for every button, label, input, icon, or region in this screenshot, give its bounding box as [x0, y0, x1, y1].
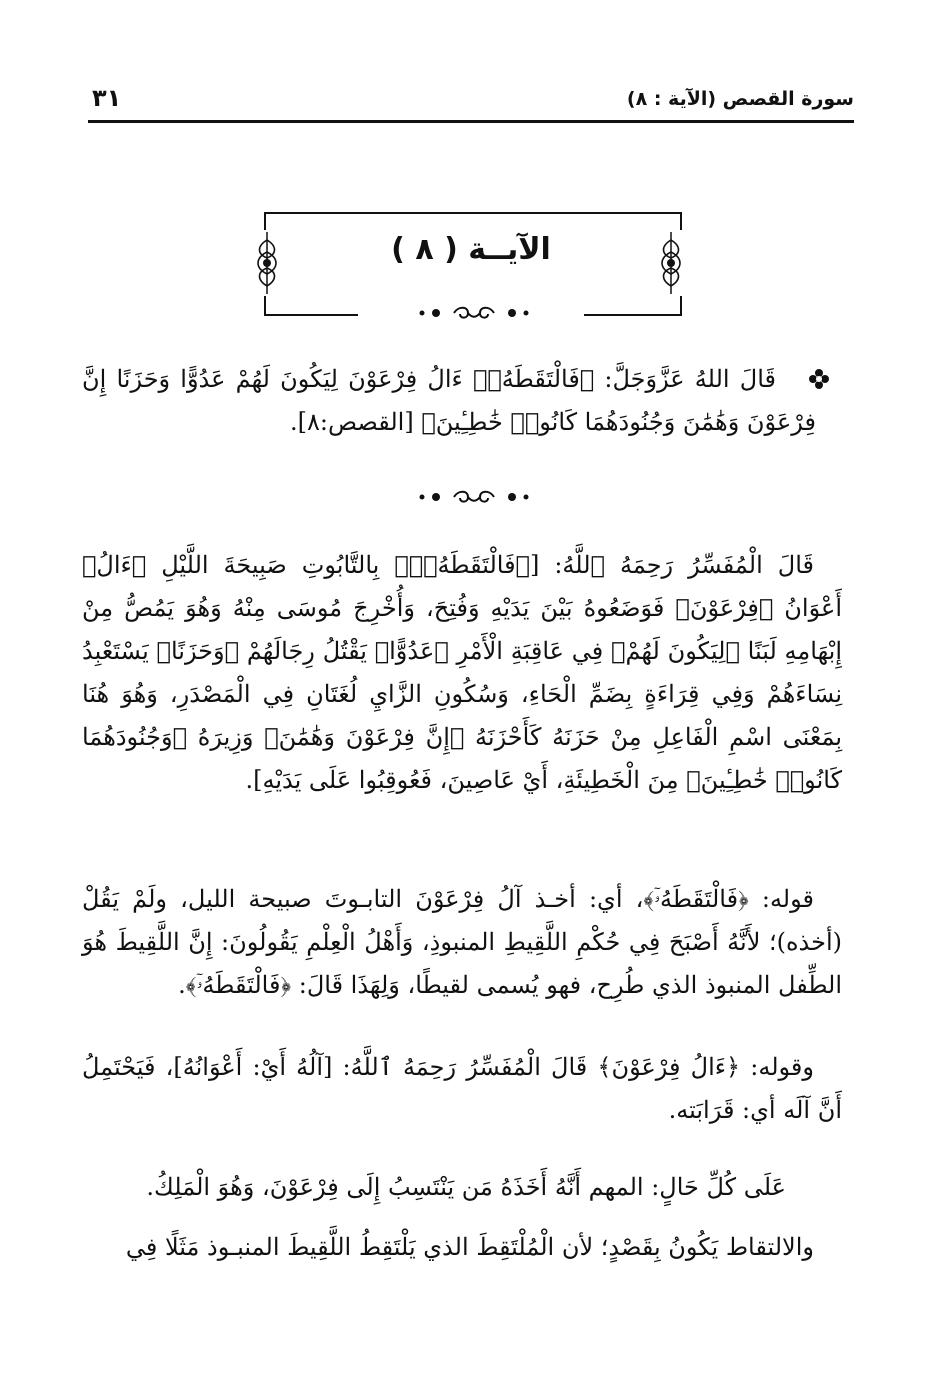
- knot-ornament-icon: [656, 232, 686, 294]
- knot-ornament-icon: [252, 232, 282, 294]
- verse-text: قَالَ اللهُ عَزَّوَجَلَّ: ﴿فَالْتَقَطَهُۥٓ ءَالُ فِرْعَوْنَ لِيَكُونَ لَهُمْ عَدُوًّا وَحَزَنًا إِنَّ فِرْعَوْنَ وَهَٰمَٰنَ وَجُنُودَهُمَا كَانُوا۟ خَٰطِـِٔينَ﴾ [القصص:٨].: [82, 365, 816, 436]
- commentary-paragraph: قَالَ الْمُفَسِّرُ رَحِمَهُ ٱللَّهُ: [﴿فَالْتَقَطَهُۥٓ﴾ بِالتَّابُوتِ صَبِيحَةَ اللَّيْلِ ﴿ءَالُ﴾ أَعْوَانُ ﴿فِرْعَوْنَ﴾ فَوَضَعُوهُ بَيْنَ يَدَيْهِ وَفُتِحَ، وَأُخْرِجَ مُوسَى مِنْهُ وَهُوَ يَمُصُّ مِنْ إِبْهَامِهِ لَبَنًا ﴿لِيَكُونَ لَهُمْ﴾ فِي عَاقِبَةِ الْأَمْرِ ﴿عَدُوًّا﴾ يَقْتُلُ رِجَالَهُمْ ﴿وَحَزَنًا﴾ يَسْتَعْبِدُ نِسَاءَهُمْ وَفِي قِرَاءَةٍ بِضَمِّ الْحَاءِ، وَسُكُونِ الزَّايِ لُغَتَانِ فِي الْمَصْدَرِ، وَهُوَ هُنَا بِمَعْنَى اسْمِ الْفَاعِلِ مِنْ حَزَنَهُ كَأَحْزَنَهُ ﴿إِنَّ فِرْعَوْنَ وَهَٰمَٰنَ﴾ وَزِيرَهُ ﴿وَجُنُودَهُمَا كَانُوا۟ خَٰطِـِٔينَ﴾ مِنَ الْخَطِيئَةِ، أَيْ عَاصِينَ، فَعُوقِبُوا عَلَى يَدَيْهِ].: [82, 551, 842, 794]
- running-title: سورة القصص (الآية : ٨): [626, 88, 854, 110]
- commentary-paragraph: قوله: ﴿فَالْتَقَطَهُۥٓ﴾، أي: أخـذ آلُ فِرْعَوْنَ التابـوتَ صبيحة الليل، ولَمْ يَقُلْ (أخذه)؛ لأَنَّهُ أَصْبَحَ فِي حُكْمِ اللَّقِيطِ المنبوذِ، وَأَهْلُ الْعِلْمِ يَقُولُونَ: إِنَّ اللَّقِيطَ هُوَ الطِّفل المنبوذ الذي طُرِح، فهو يُسمى لقيطًا، وَلِهَذَا قَالَ: ﴿فَالْتَقَطَهُۥٓ﴾.: [82, 885, 842, 999]
- divider-ornament-icon: [414, 488, 534, 506]
- commentary-paragraph: وقوله: ﴿ءَالُ فِرْعَوْنَ﴾ قَالَ الْمُفَسِّرُ رَحِمَهُ ٱللَّهُ: [آلُهُ أَيْ: أَعْوَانُهُ]، فَيَحْتَمِلُ أَنَّ آلَه أي: قَرَابَته.: [82, 1053, 842, 1124]
- commentary-paragraph: عَلَى كُلِّ حَالٍ: المهم أَنَّهُ أَخَذَهُ مَن يَنْتَسِبُ إِلَى فِرْعَوْنَ، وَهُوَ الْمَلِكُ.: [146, 1173, 786, 1201]
- page-number: ٣١: [92, 84, 122, 112]
- ayah-frame-top: [264, 212, 682, 230]
- ayah-title: الآيــة ( ٨ ): [391, 232, 551, 267]
- page-header: [88, 84, 854, 123]
- divider-ornament-icon: [414, 304, 534, 322]
- commentary-paragraph: والالتقاط يَكُونُ بِقَصْدٍ؛ لأن الْمُلْتَقِطَ الذي يَلْتَقِطُ اللَّقِيطَ المنبـوذ مَثَلًا فِي: [125, 1233, 814, 1261]
